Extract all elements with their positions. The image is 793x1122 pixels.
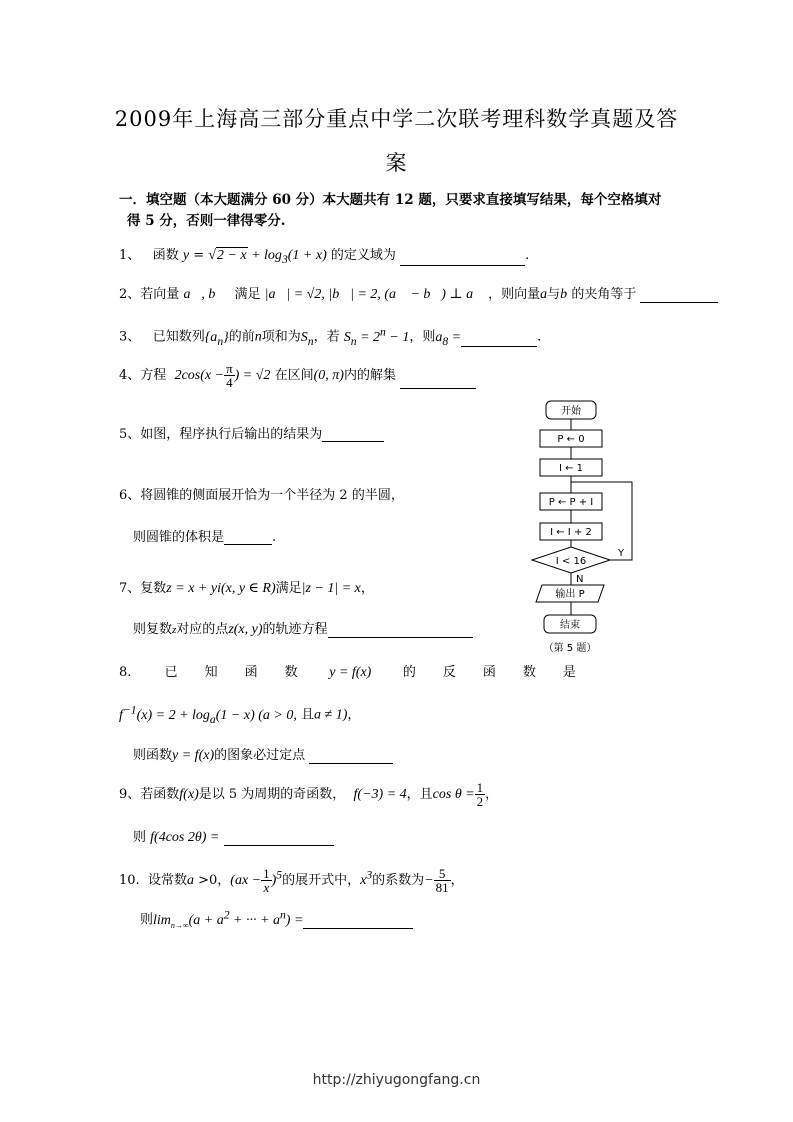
q-text: 如图，程序执行后输出的结果为 [140, 427, 323, 442]
q-text: ，若 [313, 329, 340, 345]
question-7: 7、复数z = x + yi(x, y ∈ R)满足|z − 1| = x， [119, 581, 374, 596]
question-10-line2: 则$\lim_{n\to\infty}(a + a^2$ + ··· + $a^n$) = [140, 908, 413, 929]
q-text: ，则 [409, 329, 436, 345]
q-text: 在区间 [274, 368, 314, 383]
answer-blank[interactable] [461, 332, 537, 347]
q-text: 已知数列 [152, 329, 205, 345]
answer-blank[interactable] [400, 374, 476, 389]
q-num: 8. [119, 665, 132, 680]
q-num: 9、 [119, 787, 141, 802]
q-text: ，且 [406, 787, 433, 802]
q-end: . [537, 329, 542, 345]
page-title-cont: 案 [385, 151, 408, 175]
q-text: 且 [301, 707, 315, 723]
q-text: 满足 [234, 287, 261, 302]
answer-blank[interactable] [303, 914, 413, 929]
q-num: 1、 [119, 248, 141, 263]
q-text: 满足 [275, 581, 302, 596]
answer-blank[interactable] [309, 749, 393, 764]
flow-step-label: I ← 1 [558, 463, 584, 474]
q-text: 则复数 [133, 622, 173, 637]
q-text: 则 [133, 830, 147, 845]
question-8: 8. 已 知 函 数 y = f(x) 的 反 函 数 是 [119, 661, 589, 681]
flow-no-label: N [576, 574, 584, 585]
q-text: 设常数 [147, 873, 187, 888]
q-num: 7、 [119, 581, 141, 596]
q-word: 知 [204, 665, 218, 680]
q-text: 若向量 [140, 287, 180, 302]
intro-line-2: 得 5 分，否则一律得零分. [127, 213, 286, 229]
q-text: 的展开式中， [282, 873, 361, 888]
q-text: 项和为 [261, 329, 301, 345]
flow-step-label: I ← I + 2 [550, 527, 592, 538]
question-7-line2: 则复数z对应的点z(x, y)的轨迹方程 [133, 618, 473, 638]
flow-step-label: P ← 0 [557, 434, 585, 445]
q-text: 与 [547, 287, 561, 302]
q-end: . [272, 530, 277, 545]
answer-blank[interactable] [640, 288, 718, 303]
q-text: 的定义域为 [330, 248, 396, 263]
page-title: 2009年上海高三部分重点中学二次联考理科数学真题及答 [114, 107, 679, 131]
flow-output-label: 输出 P [555, 589, 585, 600]
q-text: ， [360, 581, 374, 596]
q-text: 则圆锥的体积是 [133, 530, 225, 545]
q-text: ， [485, 787, 499, 802]
q-word: 数 [284, 665, 298, 680]
flow-end-label: 结束 [560, 620, 580, 631]
q-text: 内的解集 [343, 368, 396, 383]
question-5 [119, 423, 384, 442]
q-text: 的系数为 [372, 873, 425, 888]
flowchart-diagram [520, 395, 640, 657]
q-num: 6、 [119, 488, 141, 503]
q-word: 已 [164, 665, 178, 680]
q-num: 3、 [119, 329, 141, 345]
q-text: ， [217, 873, 231, 888]
q-word: 数 [522, 665, 536, 680]
question-2: 2、若向量 a⃗, b⃗ 满足 |a⃗| = √2, |b⃗| = 2, (a⃗ − b⃗) ⊥ a⃗ ，则向量a与b 的夹角等于 [119, 283, 718, 303]
q-text: 的图象必过定点 [214, 748, 306, 763]
q-text: 函数 [152, 248, 179, 263]
question-4: 4、方程 2cos(x − $\frac{\pi}{4}$ ) = √2 在区间(0, π)内的解集 [119, 362, 476, 389]
flow-decision-label: I < 16 [555, 556, 587, 567]
q-text: 的轨迹方程 [262, 622, 328, 637]
question-9: 9、若函数f(x)是以 5 为周期的奇函数， f(−3) = 4，且cos θ = $\frac{1}{2}$ ， [119, 780, 499, 809]
flow-step-label: P ← P + I [548, 497, 594, 508]
answer-blank[interactable] [224, 530, 272, 545]
flow-start-label: 开始 [561, 406, 581, 417]
q-text: 的夹角等于 [571, 287, 637, 302]
q-end: . [525, 248, 530, 263]
q-text: 复数 [140, 581, 167, 596]
question-10: 10. 设常数a >0，(ax − $\frac{1}{x}$ )$^5$的展开式中，$x^3$的系数为− $\frac{5}{81}$ ， [119, 866, 464, 895]
answer-blank[interactable] [224, 831, 334, 846]
q-num: 2、 [119, 287, 141, 302]
question-8-formula: $f^{-1}(x) = 2 + \log_a(1 - x) (a > 0$, 且a ≠ 1)， [119, 703, 361, 726]
footer-url[interactable]: http://zhiyugongfang.cn [312, 1072, 481, 1088]
q-text: 方程 [140, 368, 167, 383]
q-text: 若函数 [140, 787, 180, 802]
q-text: 对应的点 [176, 622, 229, 637]
q-word: 的 [402, 665, 416, 680]
q-word: 是 [562, 665, 576, 680]
intro-line-1: 一．填空题（本大题满分 60 分）本大题共有 12 题，只要求直接填写结果，每个空格填对 [119, 192, 662, 208]
q-text: 则 [140, 912, 154, 928]
q-text: ， [450, 873, 464, 888]
question-3: 3、 已知数列$\{a_n\}$的前n项和为$S_n$，若 $S_n = 2^n - 1$，则$a_8$ = . [119, 325, 542, 348]
question-6 [119, 484, 404, 503]
q-text: ，则向量 [488, 287, 541, 302]
answer-blank[interactable] [328, 623, 473, 638]
q-text: 的前 [228, 329, 255, 345]
q-word: 函 [244, 665, 258, 680]
question-6-line2 [133, 526, 276, 545]
flow-yes-label: Y [618, 548, 625, 559]
section-intro [119, 190, 679, 232]
q-text: 是以 5 为周期的奇函数， [198, 787, 346, 802]
q-word: 反 [442, 665, 456, 680]
q-num: 4、 [119, 368, 141, 383]
answer-blank[interactable] [322, 427, 384, 442]
q-word: 函 [482, 665, 496, 680]
q-text: 则函数 [133, 748, 173, 763]
q-num: 10. [119, 873, 140, 888]
flow-caption: （第 5 题） [543, 643, 597, 654]
question-8-line3: 则函数y = f(x)的图象必过定点 [133, 744, 393, 764]
q-num: 5、 [119, 427, 141, 442]
q-text: 将圆锥的侧面展开恰为一个半径为 2 的半圆， [140, 488, 404, 503]
question-9-line2: 则 f(4cos 2θ) = [133, 826, 334, 846]
question-1: 1、 函数 $y = √2 - x + \log_3(1 + x)$ 的定义域为 . [119, 248, 530, 266]
answer-blank[interactable] [400, 251, 525, 266]
